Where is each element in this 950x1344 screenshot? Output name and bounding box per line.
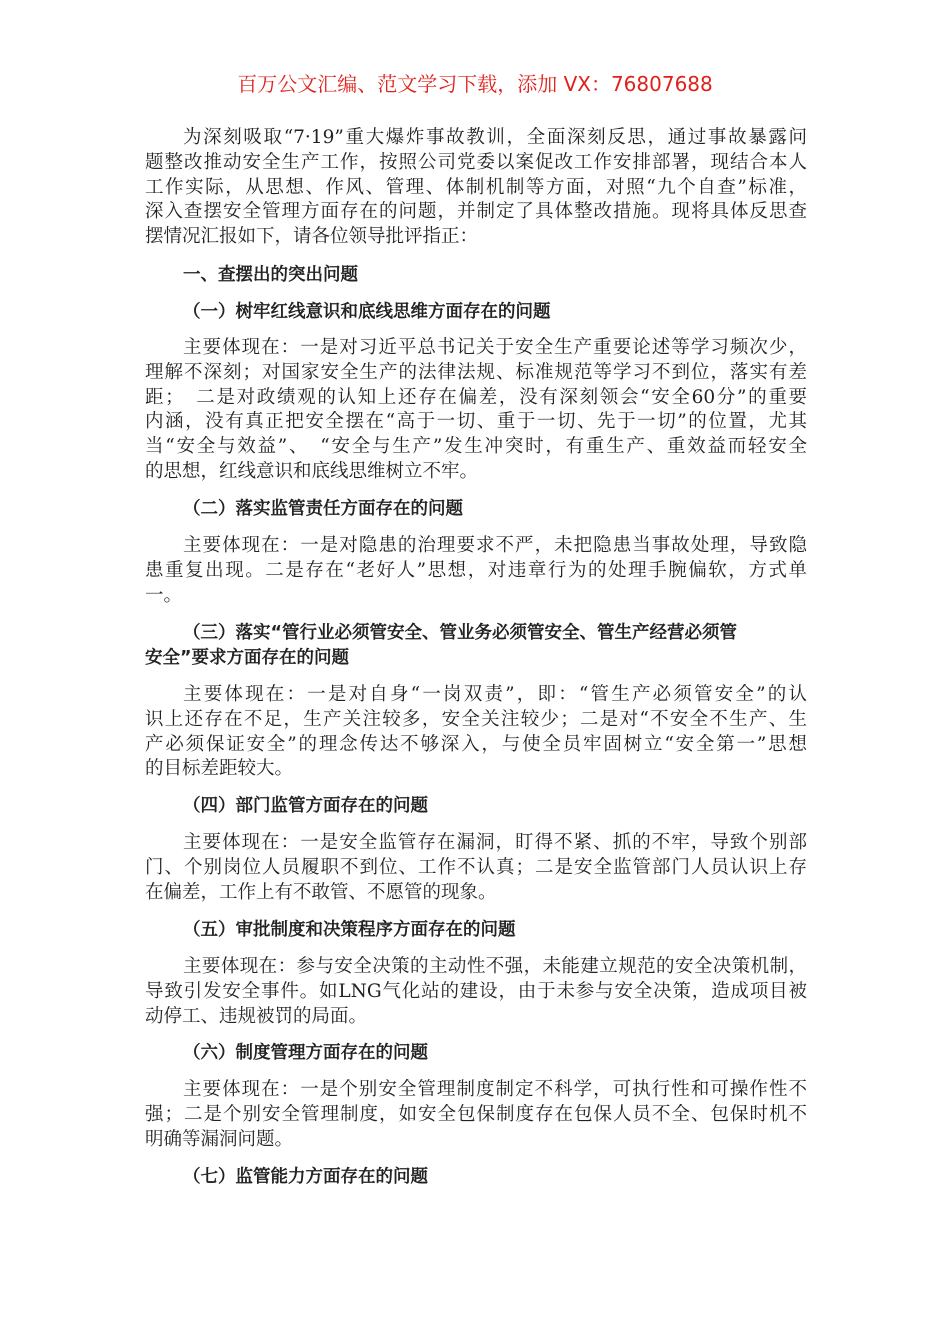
text-line: 主要体现在：一是对自身“一岗双责”，即：“管生产必须管安全”的认 <box>183 684 807 705</box>
section-heading <box>145 263 807 288</box>
text-line: 题整改推动安全生产工作，按照公司党委以案促改工作安排部署，现结合本人 <box>145 151 807 173</box>
text-line: 强；二是个别安全管理制度，如安全包保制度存在包保人员不全、包保时机不 <box>145 1103 807 1125</box>
section-heading <box>145 621 807 671</box>
text-line: （五）审批制度和决策程序方面存在的问题 <box>183 920 516 940</box>
text-line: （一）树牢红线意识和底线思维方面存在的问题 <box>183 302 551 322</box>
watermark-banner: 百万公文汇编、范文学习下载，添加 VX：76807688 <box>237 72 713 96</box>
section-heading <box>145 1165 807 1190</box>
text-line: 安全”要求方面存在的问题 <box>145 647 350 668</box>
text-line: 主要体现在：一是安全监管存在漏洞，盯得不紧、抓的不牢，导致个别部 <box>183 832 807 853</box>
text-line: 深入查摆安全管理方面存在的问题，并制定了具体整改措施。现将具体反思查 <box>145 201 807 223</box>
text-line: （六）制度管理方面存在的问题 <box>183 1043 428 1063</box>
text-line: 产必须保证安全”的理念传达不够深入，与使全员牢固树立“安全第一”思想 <box>145 733 807 755</box>
text-line: 内涵，没有真正把安全摆在“高于一切、重于一切、先于一切”的位置，尤其 <box>145 411 807 433</box>
text-line: 导致引发安全事件。如LNG气化站的建设，由于未参与安全决策，造成项目被 <box>145 980 807 1002</box>
text-line: 主要体现在：参与安全决策的主动性不强，未能建立规范的安全决策机制， <box>183 956 807 977</box>
text-line: 门、个别岗位人员履职不到位、工作不认真；二是安全监管部门人员认识上存 <box>145 856 807 878</box>
section-heading <box>145 918 807 943</box>
text-line: 为深刻吸取“7·19”重大爆炸事故教训，全面深刻反思，通过事故暴露问 <box>183 127 807 148</box>
text-line: 工作实际，从思想、作风、管理、体制机制等方面，对照“九个自查”标准， <box>145 176 807 198</box>
text-line: 一。 <box>145 584 183 606</box>
text-line: 明确等漏洞问题。 <box>145 1128 294 1150</box>
paragraph <box>145 955 807 1029</box>
text-line: 当“安全与效益”、 “安全与生产”发生冲突时，有重生产、重效益而轻安全 <box>145 436 807 458</box>
text-line: 的思想，红线意识和底线思维树立不牢。 <box>145 460 479 482</box>
text-line: （三）落实“管行业必须管安全、管业务必须管安全、管生产经营必须管 <box>183 623 737 643</box>
text-line: 在偏差，工作上有不敢管、不愿管的现象。 <box>145 881 497 903</box>
paragraph <box>145 831 807 905</box>
section-heading <box>145 300 807 325</box>
text-line: 的目标差距较大。 <box>145 758 294 780</box>
text-line: 患重复出现。二是存在“老好人”思想，对违章行为的处理手腕偏软，方式单 <box>145 559 807 581</box>
text-line: （四）部门监管方面存在的问题 <box>183 796 428 816</box>
section-heading <box>145 1041 807 1066</box>
paragraph <box>145 1078 807 1152</box>
text-line: 主要体现在：一是对习近平总书记关于安全生产重要论述等学习频次少， <box>183 337 807 358</box>
text-line: 识上还存在不足，生产关注较多，安全关注较少；二是对“不安全不生产、生 <box>145 708 807 730</box>
text-line: 主要体现在：一是对隐患的治理要求不严，未把隐患当事故处理，导致隐 <box>183 535 807 556</box>
text-line: 摆情况汇报如下，请各位领导批评指正： <box>145 226 479 248</box>
text-line: 距； 二是对政绩观的认知上还存在偏差，没有深刻领会“安全60分”的重要 <box>145 386 807 408</box>
text-line: （七）监管能力方面存在的问题 <box>183 1167 428 1187</box>
paragraph <box>145 126 807 250</box>
text-line: 一、查摆出的突出问题 <box>183 265 358 285</box>
section-heading <box>145 794 807 819</box>
text-line: 动停工、违规被罚的局面。 <box>145 1005 368 1027</box>
paragraph <box>145 534 807 608</box>
section-heading <box>145 497 807 522</box>
paragraph <box>145 683 807 782</box>
text-line: （二）落实监管责任方面存在的问题 <box>183 499 463 519</box>
paragraph <box>145 336 807 485</box>
text-line: 主要体现在：一是个别安全管理制度制定不科学，可执行性和可操作性不 <box>183 1079 807 1100</box>
text-line: 理解不深刻；对国家安全生产的法律法规、标准规范等学习不到位，落实有差 <box>145 361 807 383</box>
